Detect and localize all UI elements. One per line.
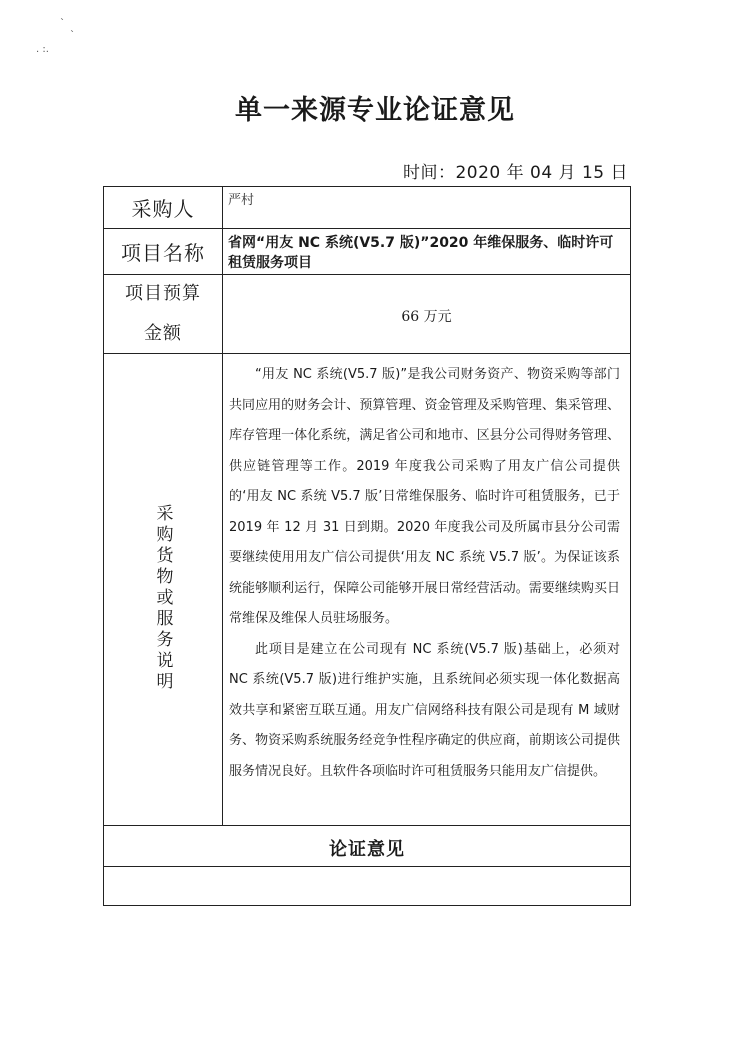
document-date: 时间：2020 年 04 月 15 日: [402, 163, 628, 183]
project-name-cell: [223, 229, 630, 274]
opinion-title: 论证意见: [329, 839, 405, 860]
project-name-value: 省网“用友 NC 系统(V5.7 版)”2020 年维保服务、临时许可租赁服务项目: [228, 235, 614, 271]
description-cell: [223, 354, 630, 825]
project-name-row: [104, 229, 630, 275]
budget-value: 66 万元: [401, 309, 452, 325]
argument-table: [103, 186, 631, 906]
budget-label: [104, 275, 223, 353]
description-text: [229, 360, 620, 787]
budget-label-line1: 项目预算: [125, 283, 201, 304]
buyer-value: 严村: [228, 193, 255, 208]
budget-label-line2: 金额: [144, 323, 182, 344]
description-row: [104, 354, 630, 826]
scan-mark: `: [60, 18, 65, 29]
description-paragraph: “用友 NC 系统(V5.7 版)”是我公司财务资产、物资采购等部门共同应用的财务会计、预算管理、资金管理及采购管理、集采管理、库存管理一体化系统，满足省公司和地市、区县分公司得财务管理、供应链管理等工作。2019 年度我公司采购了用友广信公司提供的‘用友 NC 系统 V5.7 版’日常维保服务、临时许可租赁服务，已于 2019 年 12 月 31 日到期。2020 年度我公司及所属市县分公司需要继续使用用友广信公司提供‘用友 NC 系统 V5.7 版’。为保证该系统能够顺利运行，保障公司能够开展日常经营活动。需要继续购买日常维保及维保人员驻场服务。: [229, 367, 620, 626]
opinion-content-row: [104, 867, 630, 905]
scan-mark: `: [70, 30, 75, 41]
description-label: 采购货物或服务说明: [156, 504, 174, 692]
scan-mark: . :.: [36, 44, 49, 55]
budget-row: [104, 275, 630, 354]
buyer-value-cell: [223, 187, 630, 228]
project-name-label: 项目名称: [104, 229, 223, 274]
description-paragraph: 此项目是建立在公司现有 NC 系统(V5.7 版)基础上，必须对 NC 系统(V5.7 版)进行维护实施，且系统间必须实现一体化数据高效共享和紧密互联互通。用友广信网络科技有限公司是现有 M 域财务、物资采购系统服务经竞争性程序确定的供应商，前期该公司提供服务情况良好。且软件各项临时许可租赁服务只能用友广信提供。: [229, 641, 620, 779]
buyer-label: 采购人: [104, 187, 223, 228]
buyer-row: [104, 187, 630, 229]
page-title: 单一来源专业论证意见: [235, 95, 515, 126]
budget-value-cell: [223, 275, 630, 353]
opinion-title-row: [104, 826, 630, 867]
description-label-cell: [104, 354, 223, 825]
